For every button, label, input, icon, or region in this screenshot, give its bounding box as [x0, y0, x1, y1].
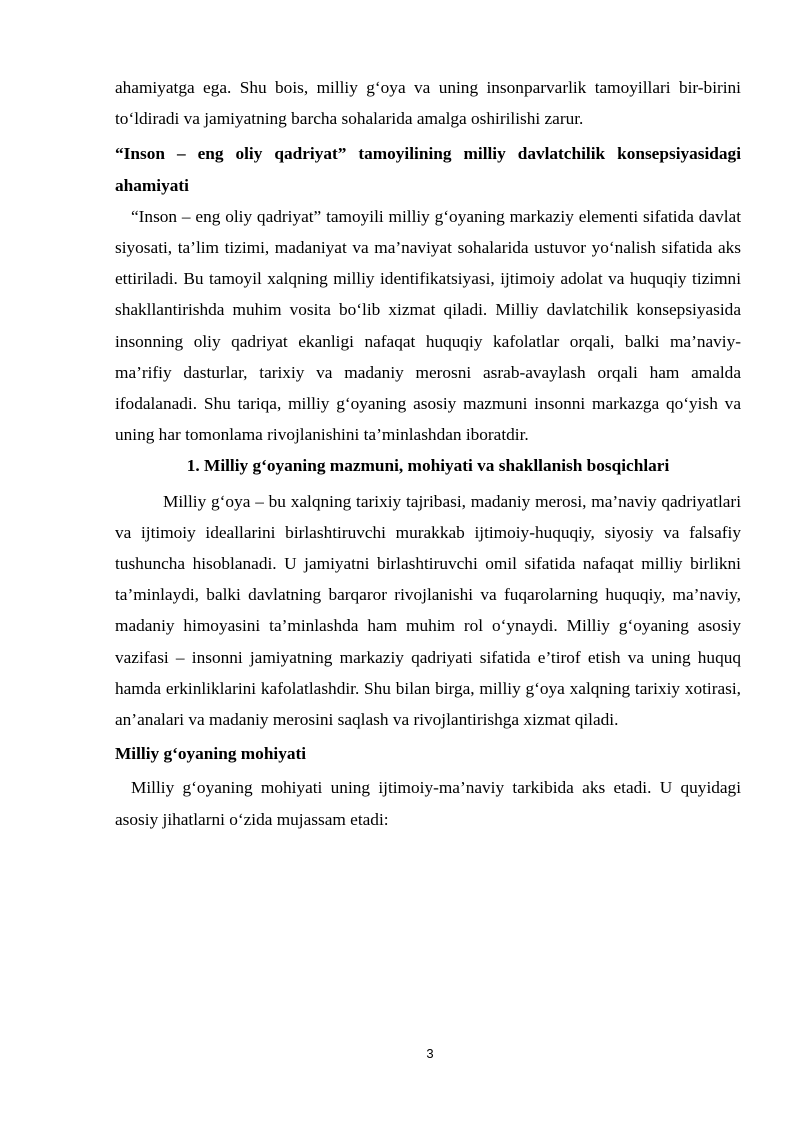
subheading-essence: Milliy g‘oyaning mohiyati — [115, 744, 307, 764]
page-number: 3 — [426, 1046, 434, 1061]
document-page — [115, 72, 741, 835]
heading-principle: “Inson – eng oliy qadriyat” tamoyilining milliy davlatchilik konsepsiyasidagi ahamiyati — [115, 144, 741, 195]
paragraph-continued: ahamiyatga ega. Shu bois, milliy g‘oya va uning insonparvarlik tamoyillari bir-birini to‘ldiradi va jamiyatning barcha sohalarida amalga oshirilishi zarur. — [115, 78, 741, 129]
paragraph-principle: “Inson – eng oliy qadriyat” tamoyili milliy g‘oyaning markaziy elementi sifatida davlat siyosati, ta’lim tizimi, madaniyat va ma’naviyat sohalarida ustuvor yo‘nalish sifatida aks ettiriladi. Bu tamoyil xalqning milliy identifikatsiyasi, ijtimoiy adolat va huquqiy tizimni shakllantirishda muhim vosita bo‘lib xizmat qiladi. Milliy davlatchilik konsepsiyasida insonning oliy qadriyat ekanligi nafaqat huquqiy kafolatlar orqali, balki ma’naviy-ma’rifiy dasturlar, tarixiy va madaniy merosni asrab-avaylash orqali ham amalda ifodalanadi. Shu tariqa, milliy g‘oyaning asosiy mazmuni insonni markazga qo‘yish va uning har tomonlama rivojlanishini ta’minlashdan iboratdir. — [115, 206, 741, 445]
paragraph-section: Milliy g‘oya – bu xalqning tarixiy tajribasi, madaniy merosi, ma’naviy qadriyatlari va ijtimoiy ideallarini birlashtiruvchi murakkab ijtimoiy-huquqiy, siyosiy va falsafiy tushuncha hisoblanadi. U jamiyatni birlashtiruvchi omil sifatida nafaqat milliy birlikni ta’minlaydi, balki davlatning barqaror rivojlanishi va fuqarolarning huquqiy, ma’naviy, madaniy himoyasini ta’minlashda ham muhim rol o‘ynaydi. Milliy g‘oyaning asosiy vazifasi – insonni jamiyatning markaziy qadriyati sifatida e’tirof etish va uning huquq hamda erkinliklarini kafolatlashdir. Shu bilan birga, milliy g‘oya xalqning tarixiy xotirasi, an’analari va madaniy merosini saqlash va rivojlantirishga xizmat qiladi. — [115, 491, 741, 730]
paragraph-essence: Milliy g‘oyaning mohiyati uning ijtimoiy-ma’naviy tarkibida aks etadi. U quyidagi asosiy jihatlarni o‘zida mujassam etadi: — [115, 778, 741, 829]
section-title: 1. Milliy g‘oyaning mazmuni, mohiyati va shakllanish bosqichlari — [186, 456, 670, 476]
